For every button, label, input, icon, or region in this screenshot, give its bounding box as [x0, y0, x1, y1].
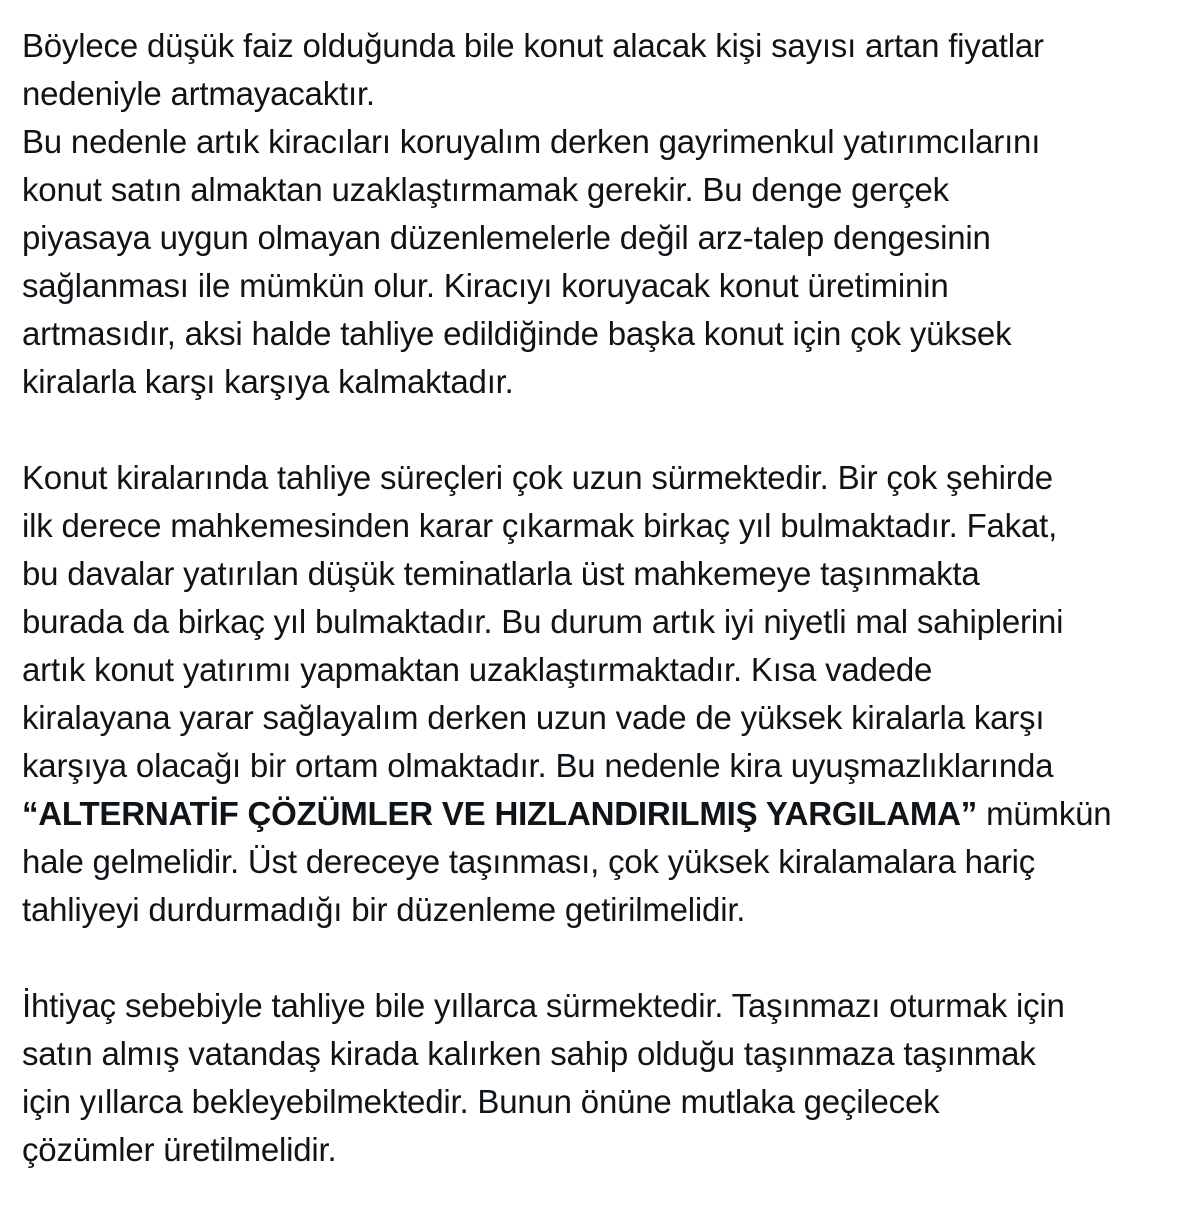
text-fragment: mümkün	[977, 795, 1112, 832]
text-line: için yıllarca bekleyebilmektedir. Bunun önüne mutlaka geçilecek	[22, 1083, 940, 1120]
bold-emphasis: “ALTERNATİF ÇÖZÜMLER VE HIZLANDIRILMIŞ YARGILAMA”	[22, 795, 978, 832]
text-line-with-emphasis	[22, 790, 1172, 838]
text-line: satın almış vatandaş kirada kalırken sahip olduğu taşınmaza taşınmak	[22, 1035, 1036, 1072]
text-line: kiralayana yarar sağlayalım derken uzun vade de yüksek kiralarla karşı	[22, 699, 1045, 736]
paragraph-3	[22, 982, 1172, 1174]
text-line: karşıya olacağı bir ortam olmaktadır. Bu nedenle kira uyuşmazlıklarında	[22, 747, 1054, 784]
text-line: sağlanması ile mümkün olur. Kiracıyı koruyacak konut üretiminin	[22, 267, 949, 304]
text-line: piyasaya uygun olmayan düzenlemelerle değil arz-talep dengesinin	[22, 219, 991, 256]
text-line: Bu nedenle artık kiracıları koruyalım derken gayrimenkul yatırımcılarını	[22, 123, 1041, 160]
text-line: artık konut yatırımı yapmaktan uzaklaştırmaktadır. Kısa vadede	[22, 651, 933, 688]
text-line: çözümler üretilmelidir.	[22, 1131, 337, 1168]
text-line: nedeniyle artmayacaktır.	[22, 75, 375, 112]
text-line: artmasıdır, aksi halde tahliye edildiğinde başka konut için çok yüksek	[22, 315, 1012, 352]
text-line: hale gelmelidir. Üst dereceye taşınması, çok yüksek kiralamalara hariç	[22, 843, 1036, 880]
text-line: konut satın almaktan uzaklaştırmamak gerekir. Bu denge gerçek	[22, 171, 949, 208]
text-line: Konut kiralarında tahliye süreçleri çok uzun sürmektedir. Bir çok şehirde	[22, 459, 1053, 496]
paragraph-2	[22, 454, 1172, 934]
text-line: tahliyeyi durdurmadığı bir düzenleme getirilmelidir.	[22, 891, 746, 928]
paragraph-gap	[22, 406, 1172, 454]
post-text	[22, 22, 1172, 1174]
text-line: İhtiyaç sebebiyle tahliye bile yıllarca sürmektedir. Taşınmazı oturmak için	[22, 987, 1065, 1024]
paragraph-gap	[22, 934, 1172, 982]
text-line: bu davalar yatırılan düşük teminatlarla üst mahkemeye taşınmakta	[22, 555, 980, 592]
text-line: ilk derece mahkemesinden karar çıkarmak birkaç yıl bulmaktadır. Fakat,	[22, 507, 1058, 544]
paragraph-1	[22, 22, 1172, 406]
text-line: Böylece düşük faiz olduğunda bile konut alacak kişi sayısı artan fiyatlar	[22, 27, 1044, 64]
text-line: kiralarla karşı karşıya kalmaktadır.	[22, 363, 514, 400]
text-line: burada da birkaç yıl bulmaktadır. Bu durum artık iyi niyetli mal sahiplerini	[22, 603, 1064, 640]
